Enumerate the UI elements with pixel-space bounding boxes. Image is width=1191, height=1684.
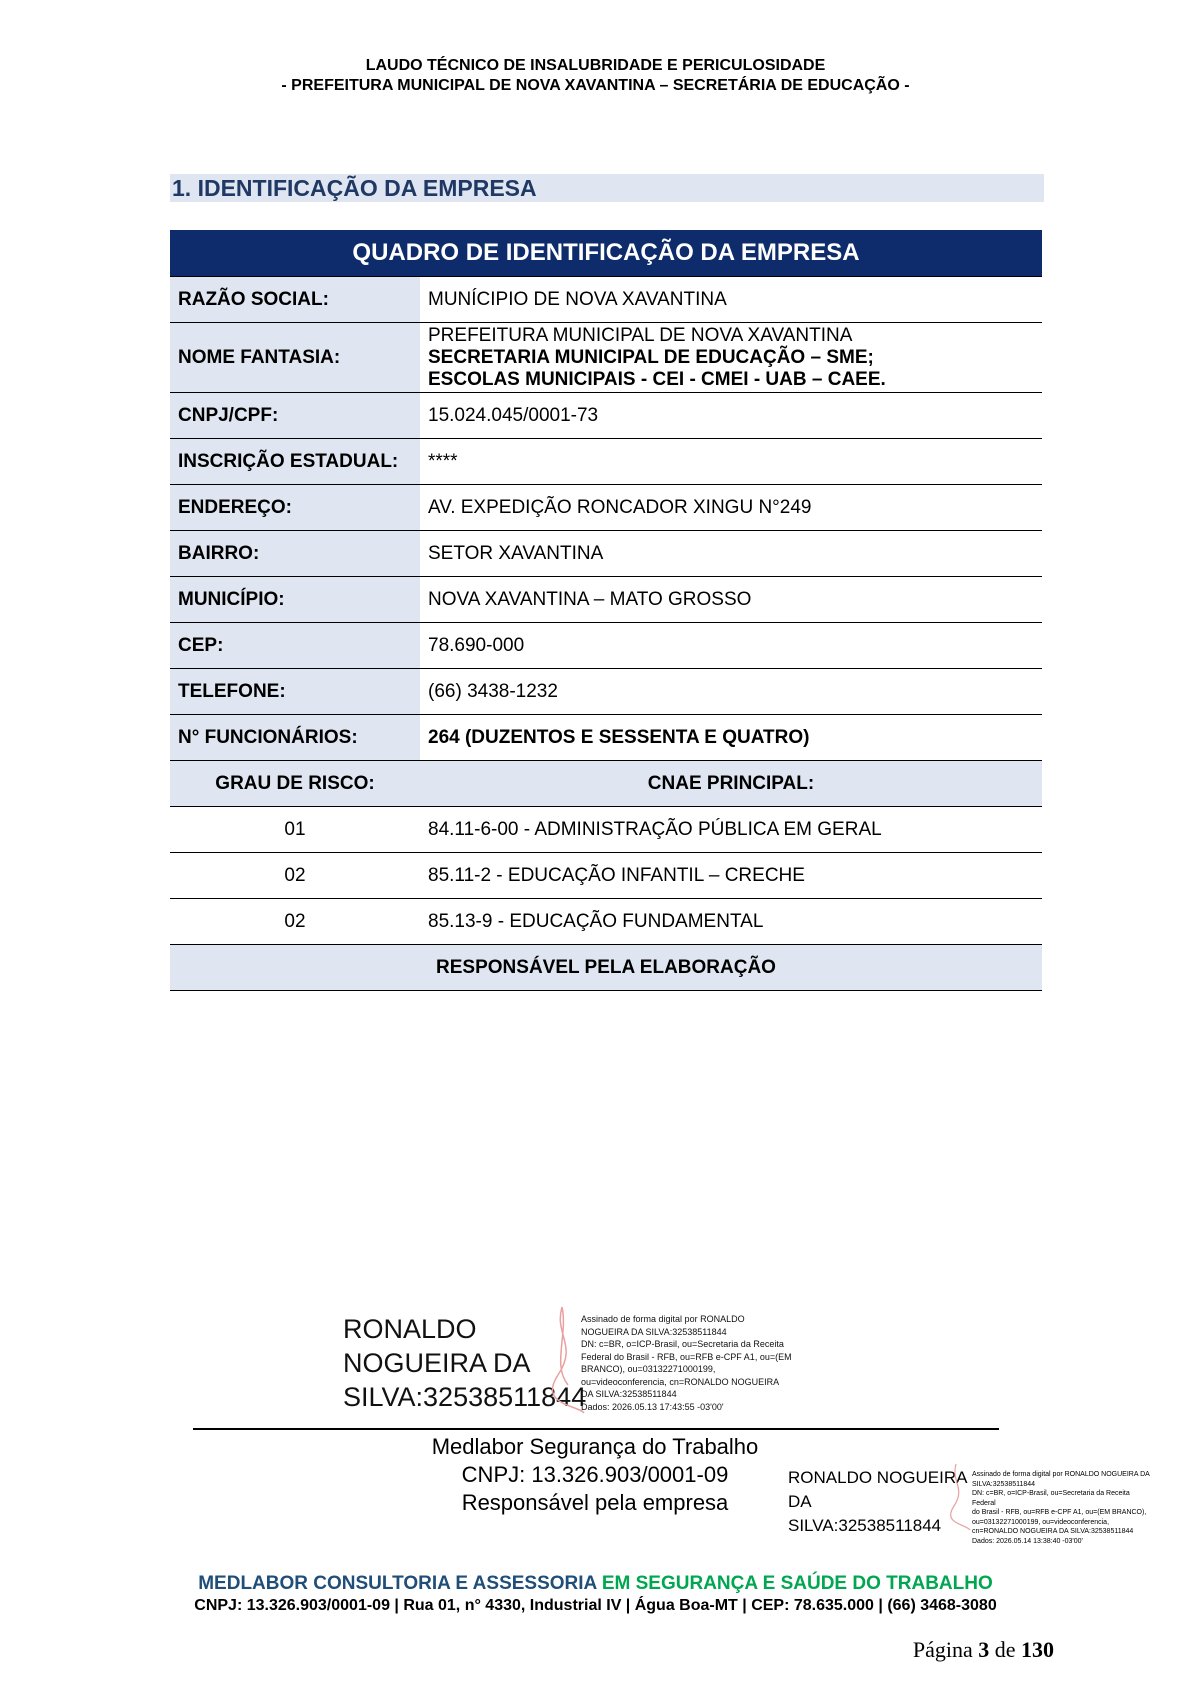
nome-fantasia-value: [420, 323, 1042, 393]
company-identification-table: [170, 230, 1042, 991]
page-current: 3: [978, 1637, 990, 1662]
table-row: [170, 439, 1042, 485]
signature-detail-line: ou=videoconferencia, cn=RONALDO NOGUEIRA: [581, 1376, 780, 1387]
signature-detail-line: DA SILVA:32538511844: [581, 1389, 677, 1399]
endereco-value: AV. EXPEDIÇÃO RONCADOR XINGU N°249: [420, 485, 1042, 531]
cnae-row: [170, 899, 1042, 945]
nome-fantasia-line1: PREFEITURA MUNICIPAL DE NOVA XAVANTINA: [428, 324, 853, 346]
page-number: [913, 1637, 1054, 1663]
telefone-value: (66) 3438-1232: [420, 669, 1042, 715]
digital-signature-details: [581, 1313, 811, 1413]
grau-risco-value: 01: [170, 807, 420, 853]
signature-detail-line: Assinado de forma digital por RONALDO NOGUEIRA DA: [972, 1471, 1150, 1478]
footer-company-tagline: EM SEGURANÇA E SAÚDE DO TRABALHO: [601, 1573, 993, 1594]
section-title: 1. IDENTIFICAÇÃO DA EMPRESA: [170, 174, 1044, 202]
cnae-value: 84.11-6-00 - ADMINISTRAÇÃO PÚBLICA EM GERAL: [420, 807, 1042, 853]
cnae-row: [170, 853, 1042, 899]
grau-risco-value: 02: [170, 899, 420, 945]
responsavel-row: [170, 945, 1042, 991]
signature-detail-line: do Brasil - RFB, ou=RFB e-CPF A1, ou=(EM BRANCO),: [972, 1509, 1147, 1516]
telefone-label: TELEFONE:: [170, 669, 420, 715]
inscricao-estadual-label: INSCRIÇÃO ESTADUAL:: [170, 439, 420, 485]
signer-name-line2: NOGUEIRA DA: [343, 1348, 531, 1378]
nome-fantasia-line3: ESCOLAS MUNICIPAIS - CEI - CMEI - UAB – CAEE.: [428, 368, 886, 390]
bairro-label: BAIRRO:: [170, 531, 420, 577]
nome-fantasia-line2: SECRETARIA MUNICIPAL DE EDUCAÇÃO – SME;: [428, 346, 874, 368]
header-subtitle: - PREFEITURA MUNICIPAL DE NOVA XAVANTINA – SECRETÁRIA DE EDUCAÇÃO -: [281, 77, 910, 94]
table-row: [170, 485, 1042, 531]
second-signer-name-line3: SILVA:32538511844: [788, 1516, 942, 1535]
municipio-label: MUNICÍPIO:: [170, 577, 420, 623]
cep-value: 78.690-000: [420, 623, 1042, 669]
cnpj-label: CNPJ/CPF:: [170, 393, 420, 439]
second-signer-name-line1: RONALDO NOGUEIRA: [788, 1468, 968, 1487]
bairro-value: SETOR XAVANTINA: [420, 531, 1042, 577]
signature-detail-line: NOGUEIRA DA SILVA:32538511844: [581, 1326, 727, 1337]
table-row: [170, 577, 1042, 623]
signature-detail-line: cn=RONALDO NOGUEIRA DA SILVA:32538511844: [972, 1528, 1134, 1535]
responsible-company: Medlabor Segurança do Trabalho: [431, 1434, 759, 1459]
funcionarios-value: 264 (DUZENTOS E SESSENTA E QUATRO): [420, 715, 1042, 761]
footer-company-name: MEDLABOR CONSULTORIA E ASSESSORIA: [198, 1573, 602, 1594]
footer-address: CNPJ: 13.326.903/0001-09 | Rua 01, n° 4330, Industrial IV | Água Boa-MT | CEP: 78.635.000 | (66) 3468-3080: [194, 1597, 997, 1614]
municipio-value: NOVA XAVANTINA – MATO GROSSO: [420, 577, 1042, 623]
cnpj-value: 15.024.045/0001-73: [420, 393, 1042, 439]
cep-label: CEP:: [170, 623, 420, 669]
page-separator: de: [989, 1637, 1021, 1662]
cnae-row: [170, 807, 1042, 853]
signature-detail-line: BRANCO), ou=03132271000199,: [581, 1364, 716, 1374]
signature-detail-line: DN: c=BR, o=ICP-Brasil, ou=Secretaria da Receita: [581, 1339, 784, 1349]
razao-social-label: RAZÃO SOCIAL:: [170, 277, 420, 323]
header-title: LAUDO TÉCNICO DE INSALUBRIDADE E PERICULOSIDADE: [365, 57, 826, 74]
page-total: 130: [1021, 1637, 1054, 1662]
signature-scribble-icon: [948, 1462, 972, 1532]
responsavel-label: RESPONSÁVEL PELA ELABORAÇÃO: [170, 945, 1042, 991]
table-title: QUADRO DE IDENTIFICAÇÃO DA EMPRESA: [170, 230, 1042, 277]
signature-detail-line: DN: c=BR, o=ICP-Brasil, ou=Secretaria da Receita Federal: [972, 1490, 1130, 1507]
table-row: [170, 393, 1042, 439]
table-row: [170, 531, 1042, 577]
cnae-header-row: [170, 761, 1042, 807]
grau-risco-header: GRAU DE RISCO:: [170, 761, 420, 807]
table-row: [170, 715, 1042, 761]
second-signer-name-line2: DA: [788, 1492, 812, 1511]
inscricao-estadual-value: ****: [420, 439, 1042, 485]
razao-social-value: MUNÍCIPIO DE NOVA XAVANTINA: [420, 277, 1042, 323]
table-row: [170, 323, 1042, 393]
signature-detail-line: Assinado de forma digital por RONALDO: [581, 1314, 745, 1324]
table-row: [170, 623, 1042, 669]
responsible-block: [380, 1433, 810, 1517]
nome-fantasia-label: NOME FANTASIA:: [170, 323, 420, 393]
signature-detail-line: Dados: 2026.05.13 17:43:55 -03'00': [581, 1401, 724, 1412]
second-signer-name: [788, 1466, 968, 1538]
cnae-principal-header: CNAE PRINCIPAL:: [420, 761, 1042, 807]
table-row: [170, 277, 1042, 323]
signature-detail-line: SILVA:32538511844: [972, 1480, 1036, 1488]
table-row: [170, 669, 1042, 715]
signature-detail-line: Dados: 2026.05.14 13:38:40 -03'00': [972, 1537, 1083, 1545]
signer-name-line1: RONALDO: [343, 1314, 477, 1344]
endereco-label: ENDEREÇO:: [170, 485, 420, 531]
cnae-value: 85.11-2 - EDUCAÇÃO INFANTIL – CRECHE: [420, 853, 1042, 899]
responsible-role: Responsável pela empresa: [461, 1490, 729, 1515]
signer-name-line3: SILVA:32538511844: [343, 1382, 587, 1412]
footer-company: [0, 1573, 1191, 1595]
signature-detail-line: ou=03132271000199, ou=videoconferencia,: [972, 1518, 1110, 1526]
cnae-value: 85.13-9 - EDUCAÇÃO FUNDAMENTAL: [420, 899, 1042, 945]
signature-detail-line: Federal do Brasil - RFB, ou=RFB e-CPF A1, ou=(EM: [581, 1351, 792, 1362]
document-header: [0, 56, 1191, 96]
page-prefix: Página: [912, 1637, 979, 1662]
funcionarios-label: N° FUNCIONÁRIOS:: [170, 715, 420, 761]
responsible-cnpj: CNPJ: 13.326.903/0001-09: [461, 1462, 729, 1487]
second-digital-signature-details: [972, 1470, 1152, 1546]
grau-risco-value: 02: [170, 853, 420, 899]
signature-line: [193, 1428, 999, 1430]
